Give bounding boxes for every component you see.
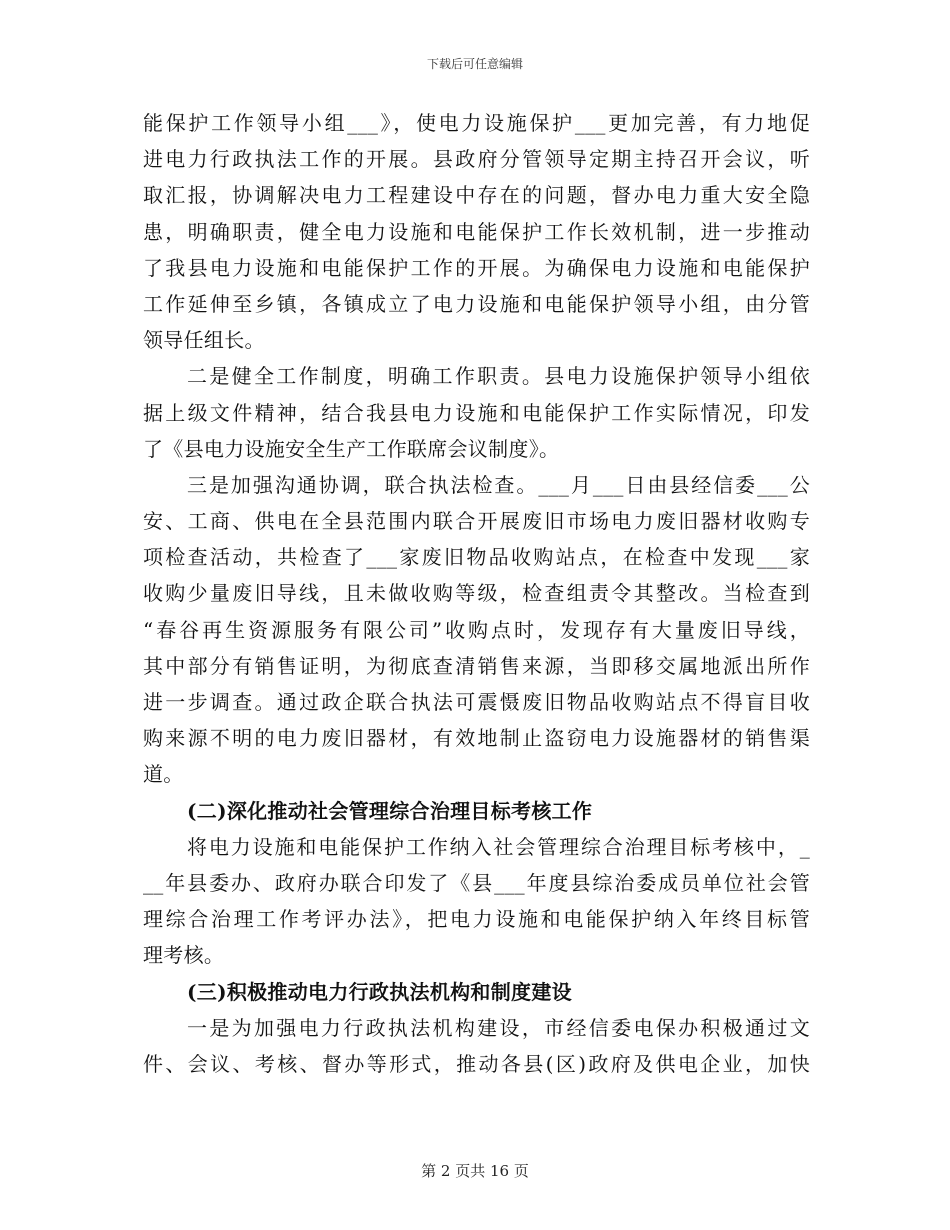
paragraph-line: 取汇报，协调解决电力工程建设中存在的问题，督办电力重大安全隐 (143, 183, 810, 208)
section-heading: (三)积极推动电力行政执法机构和制度建设 (187, 979, 572, 1004)
document-body (143, 105, 810, 1082)
paragraph-line: 其中部分有销售证明，为彻底查清销售来源，当即移交属地派出所作 (143, 653, 810, 678)
paragraph-line: __年县委办、政府办联合印发了《县___年度县综治委成员单位社会管 (143, 870, 810, 895)
paragraph-line: 安、工商、供电在全县范围内联合开展废旧市场电力废旧器材收购专 (143, 509, 810, 534)
paragraph-line: 收购少量废旧导线，且未做收购等级，检查组责令其整改。当检查到 (143, 581, 810, 606)
paragraph-line: 一是为加强电力行政执法机构建设，市经信委电保办积极通过文 (187, 1015, 810, 1040)
paragraph-line: 件、会议、考核、督办等形式，推动各县(区)政府及供电企业，加快 (143, 1051, 810, 1076)
paragraph-line: 了《县电力设施安全生产工作联席会议制度》。 (143, 436, 560, 461)
page-header: 下载后可任意编辑 (426, 57, 523, 71)
paragraph-line: 据上级文件精神，结合我县电力设施和电能保护工作实际情况，印发 (143, 400, 810, 425)
page-number: 第 2 页共 16 页 (421, 1162, 529, 1180)
paragraph-line: 进电力行政执法工作的开展。县政府分管领导定期主持召开会议，听 (143, 147, 810, 172)
paragraph-line: 二是健全工作制度，明确工作职责。县电力设施保护领导小组依 (187, 364, 810, 389)
section-heading: (二)深化推动社会管理综合治理目标考核工作 (187, 798, 593, 823)
paragraph-line: 能保护工作领导小组___》，使电力设施保护___更加完善，有力地促 (143, 111, 810, 135)
paragraph-line: 将电力设施和电能保护工作纳入社会管理综合治理目标考核中，_ (187, 834, 810, 859)
paragraph-line: 进一步调查。通过政企联合执法可震慑废旧物品收购站点不得盲目收 (143, 690, 810, 714)
paragraph-line: 理综合治理工作考评办法》，把电力设施和电能保护纳入年终目标管 (143, 907, 810, 932)
paragraph-line: 患，明确职责，健全电力设施和电能保护工作长效机制，进一步推动 (143, 219, 810, 244)
paragraph-line: 理考核。 (143, 943, 225, 968)
paragraph-line: 了我县电力设施和电能保护工作的开展。为确保电力设施和电能保护 (143, 255, 810, 280)
paragraph-line: 领导任组长。 (143, 328, 265, 353)
paragraph-line: 项检查活动，共检查了___家废旧物品收购站点，在检查中发现___家 (143, 545, 810, 570)
paragraph-line: 三是加强沟通协调，联合执法检查。___月___日由县经信委___公 (187, 472, 810, 497)
paragraph-line: “春谷再生资源服务有限公司”收购点时，发现存有大量废旧导线， (143, 617, 810, 642)
paragraph-line: 购来源不明的电力废旧器材，有效地制止盗窃电力设施器材的销售渠 (143, 726, 810, 751)
paragraph-line: 道。 (143, 762, 184, 787)
paragraph-line: 工作延伸至乡镇，各镇成立了电力设施和电能保护领导小组，由分管 (143, 291, 810, 316)
